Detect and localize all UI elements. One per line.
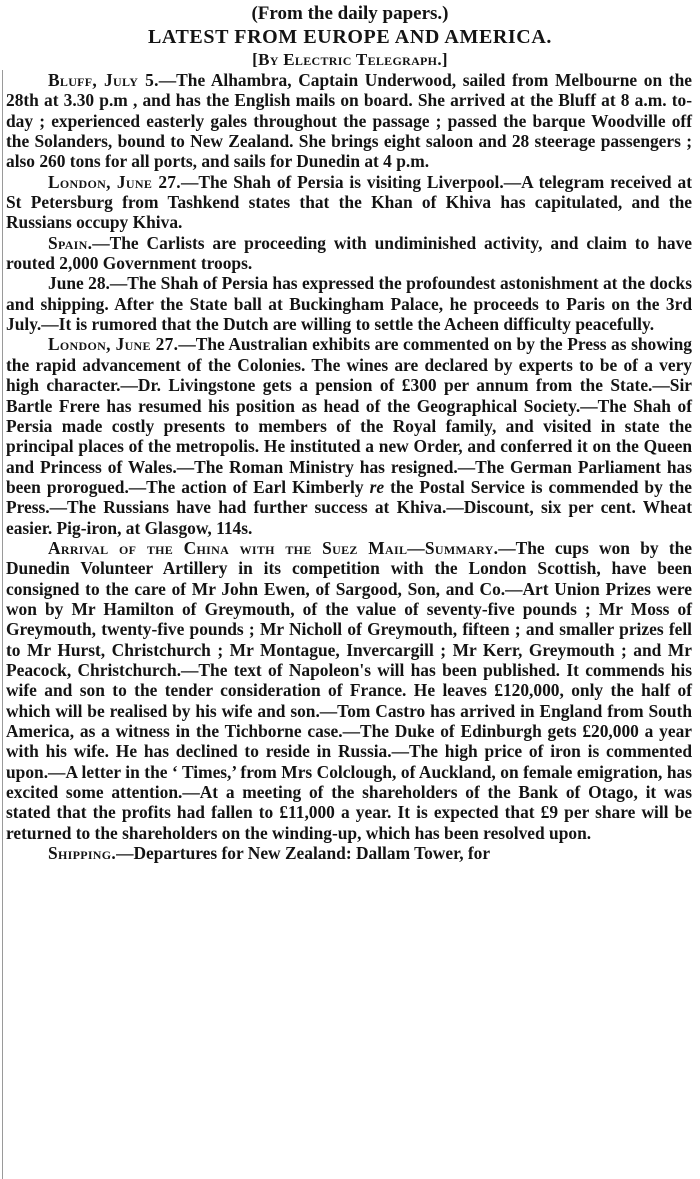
paragraph-text: —The Alhambra, Captain Underwood, sailed from Melbourne on the 28th at 3.30 p.m , and has the English mails on board. She arrived at the Bluff at 8 a.m. to-day ; experienced easterly gales throughout the passage ; passed the barque Woodville off the Solanders, bound to New Zealand. She brings eight saloon and 28 steerage passengers ; also 260 tons for all ports, and sails for Dunedin at 4 p.m. (6, 70, 692, 172)
paragraph-suez-mail (6, 538, 692, 843)
paragraph-june-28 (6, 273, 692, 334)
paragraph-spain (6, 233, 692, 274)
paragraph-london-2 (6, 334, 692, 537)
paragraph-text: —Departures for New Zealand: Dallam Tower, for (116, 843, 491, 864)
paragraph-text: June 28.—The Shah of Persia has expressed the profoundest astonishment at the docks and shipping. After the State ball at Buckingham Palace, he proceeds to Paris on the 3rd July.—It is rumored that the Dutch are willing to settle the Acheen difficulty peacefully. (6, 273, 692, 335)
paragraph-text-cont: the Postal Service is commended by the Press.—The Russians have had further success at Khiva.—Discount, six per cent. Wheat easier. Pig-iron, at Glasgow, 114s. (6, 476, 692, 538)
italic-word: re (369, 476, 385, 497)
column-rule (2, 70, 3, 1179)
paragraph-text: —The Australian exhibits are commented on by the Press as showing the rapid advancement of the Colonies. The wines are declared by experts to be of a very high character.—Dr. Livingstone gets a pension of £300 per annum from the State.—Sir Bartle Frere has resumed his position as head of the Geographical Society.—The Shah of Persia made costly presents to members of the Royal family, and visited in state the principal places of the metropolis. He instituted a new Order, and conferred it on the Queen and Princess of Wales.—The Roman Ministry has resigned.—The German Parliament has been prorogued.—The action of Earl Kimberly (6, 334, 692, 497)
paragraph-london-1 (6, 172, 692, 233)
paragraph-shipping (6, 843, 692, 863)
paragraph-text: —The cups won by the Dunedin Volunteer Artillery in its competition with the London Scottish, have been consigned to the care of Mr John Ewen, of Sargood, Son, and Co.—Art Union Prizes were won by Mr Hamilton of Greymouth, of the value of seventy-five pounds ; Mr Moss of Greymouth, twenty-five pounds ; Mr Nicholl of Greymouth, fifteen ; and smaller prizes fell to Mr Hurst, Christchurch ; Mr Montague, Invercargill ; Mr Kerr, Greymouth ; and Mr Peacock, Christchurch.—The text of Napoleon's will has been published. It commends his wife and son to the tender consideration of France. He leaves £120,000, only the half of which will be realised by his wife and son.—Tom Castro has arrived in England from South America, as a witness in the Tichborne case.—The Duke of Edinburgh gets £20,000 a year with his wife. He has declined to reside in Russia.—The high price of iron is commented upon.—A letter in the ‘ Times,’ from Mrs Colclough, of Auckland, on female emigration, has excited some attention.—At a meeting of the shareholders of the Bank of Otago, it was stated that the profits had fallen to £11,000 a year. It is expected that £9 per share will be returned to the shareholders on the winding-up, which has been resolved upon. (6, 537, 693, 843)
paragraph-bluff (6, 70, 692, 172)
article-subtitle (0, 49, 700, 71)
dateline: Shipping. (48, 843, 117, 864)
subtitle-text: [By Electric Telegraph.] (252, 50, 448, 69)
article-body (6, 70, 692, 863)
source-line: (From the daily papers.) (251, 3, 449, 24)
paragraph-text: —The Shah of Persia is visiting Liverpool.—A telegram received at St Petersburg from Tashkend states that the Khan of Khiva has capitulated, and the Russians occupy Khiva. (6, 171, 692, 233)
dateline: London, June 27. (48, 171, 181, 192)
paragraph-text: —The Carlists are proceeding with undiminished activity, and claim to have routed 2,000 Government troops. (6, 232, 692, 274)
dateline: Arrival of the China with the Suez Mail—Summary. (48, 537, 499, 558)
dateline: Spain. (48, 232, 93, 253)
dateline: London, June 27. (48, 334, 179, 355)
dateline: Bluff, July 5. (48, 70, 159, 90)
article-title: LATEST FROM EUROPE AND AMERICA. (147, 26, 552, 48)
